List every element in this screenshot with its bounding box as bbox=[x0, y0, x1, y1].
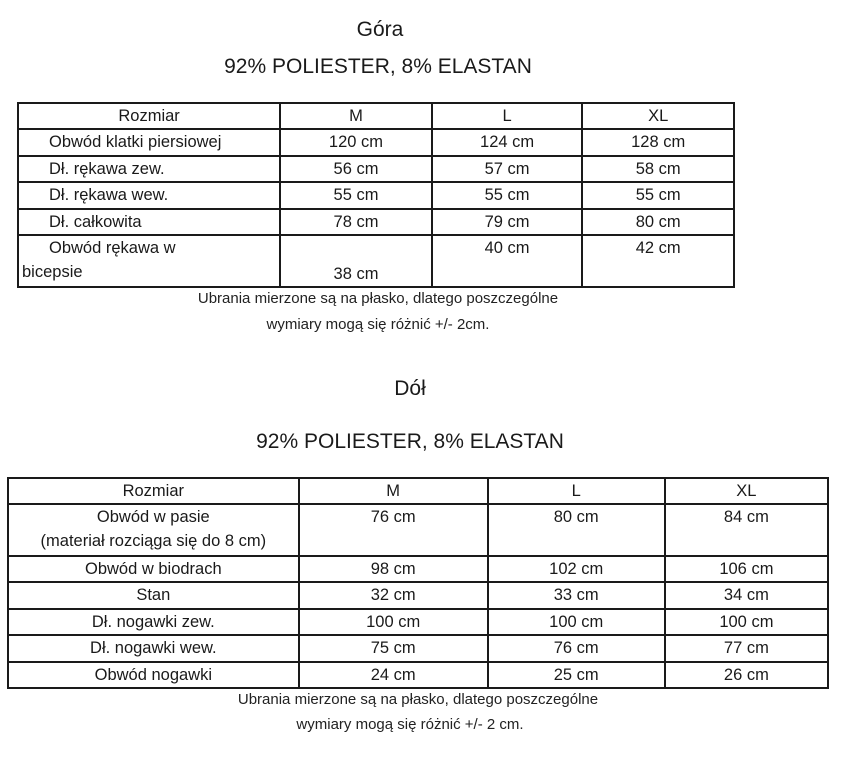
cell-l: 124 cm bbox=[432, 129, 583, 156]
top-title: Góra bbox=[356, 18, 404, 41]
row-label: Dł. nogawki wew. bbox=[8, 635, 299, 662]
cell-xl: 128 cm bbox=[582, 129, 734, 156]
row-label: Stan bbox=[8, 582, 299, 609]
row-label-line2: (materiał rozciąga się do 8 cm) bbox=[40, 532, 267, 550]
top-note-line2: wymiary mogą się różnić +/- 2cm. bbox=[266, 316, 490, 333]
cell-m: 32 cm bbox=[299, 582, 488, 609]
cell-xl: 55 cm bbox=[582, 182, 734, 209]
row-label: Dł. nogawki zew. bbox=[8, 609, 299, 635]
bottom-note-line2: wymiary mogą się różnić +/- 2 cm. bbox=[296, 716, 524, 733]
cell-xl: 58 cm bbox=[582, 156, 734, 182]
cell-xl: 106 cm bbox=[665, 556, 828, 582]
row-label-line1: Obwód rękawa w bbox=[49, 239, 176, 257]
row-label-line2: bicepsie bbox=[22, 263, 83, 281]
bottom-note-line1: Ubrania mierzone są na płasko, dlatego poszczególne bbox=[237, 691, 599, 708]
cell-xl: 77 cm bbox=[665, 635, 828, 662]
cell-m: 100 cm bbox=[299, 609, 488, 635]
header-xl: XL bbox=[665, 478, 828, 504]
cell-l: 79 cm bbox=[432, 209, 583, 235]
cell-l: 25 cm bbox=[488, 662, 665, 688]
cell-xl: 84 cm bbox=[665, 504, 828, 556]
header-m: M bbox=[299, 478, 488, 504]
cell-m: 24 cm bbox=[299, 662, 488, 688]
table-row bbox=[18, 209, 734, 235]
table-header-row bbox=[8, 478, 828, 504]
cell-m: 78 cm bbox=[280, 209, 432, 235]
cell-xl: 80 cm bbox=[582, 209, 734, 235]
cell-l: 57 cm bbox=[432, 156, 583, 182]
row-label-line1: Obwód w pasie bbox=[96, 508, 210, 526]
row-label bbox=[8, 504, 299, 556]
row-label: Obwód klatki piersiowej bbox=[18, 129, 280, 156]
row-label: Dł. całkowita bbox=[18, 209, 280, 235]
cell-m: 98 cm bbox=[299, 556, 488, 582]
cell-xl: 42 cm bbox=[582, 235, 734, 287]
header-l: L bbox=[488, 478, 665, 504]
table-row bbox=[18, 129, 734, 156]
bottom-title: Dół bbox=[394, 377, 426, 400]
cell-l: 80 cm bbox=[488, 504, 665, 556]
cell-xl: 26 cm bbox=[665, 662, 828, 688]
cell-m: 38 cm bbox=[280, 235, 432, 287]
cell-xl: 34 cm bbox=[665, 582, 828, 609]
cell-l: 76 cm bbox=[488, 635, 665, 662]
table-row bbox=[18, 182, 734, 209]
table-row bbox=[8, 556, 828, 582]
cell-l: 40 cm bbox=[432, 235, 583, 287]
table-row-waist bbox=[8, 504, 828, 556]
header-l: L bbox=[432, 103, 583, 129]
row-label: Obwód nogawki bbox=[8, 662, 299, 688]
cell-xl: 100 cm bbox=[665, 609, 828, 635]
cell-m: 55 cm bbox=[280, 182, 432, 209]
header-m: M bbox=[280, 103, 432, 129]
table-row bbox=[8, 609, 828, 635]
cell-m: 56 cm bbox=[280, 156, 432, 182]
table-row-bicep bbox=[18, 235, 734, 287]
row-label bbox=[18, 235, 280, 287]
header-xl: XL bbox=[582, 103, 734, 129]
table-row bbox=[18, 156, 734, 182]
table-row bbox=[8, 582, 828, 609]
top-note-line1: Ubrania mierzone są na płasko, dlatego poszczególne bbox=[197, 290, 559, 307]
top-material: 92% POLIESTER, 8% ELASTAN bbox=[224, 55, 532, 78]
row-label: Dł. rękawa zew. bbox=[18, 156, 280, 182]
top-size-table bbox=[17, 102, 735, 288]
bottom-material: 92% POLIESTER, 8% ELASTAN bbox=[256, 430, 564, 453]
table-header-row bbox=[18, 103, 734, 129]
table-row bbox=[8, 635, 828, 662]
cell-l: 100 cm bbox=[488, 609, 665, 635]
cell-m: 120 cm bbox=[280, 129, 432, 156]
cell-l: 33 cm bbox=[488, 582, 665, 609]
row-label: Obwód w biodrach bbox=[8, 556, 299, 582]
cell-l: 55 cm bbox=[432, 182, 583, 209]
header-size: Rozmiar bbox=[18, 103, 280, 129]
cell-m: 75 cm bbox=[299, 635, 488, 662]
bottom-size-table bbox=[7, 477, 829, 689]
cell-m: 76 cm bbox=[299, 504, 488, 556]
cell-l: 102 cm bbox=[488, 556, 665, 582]
table-row bbox=[8, 662, 828, 688]
row-label: Dł. rękawa wew. bbox=[18, 182, 280, 209]
header-size: Rozmiar bbox=[8, 478, 299, 504]
